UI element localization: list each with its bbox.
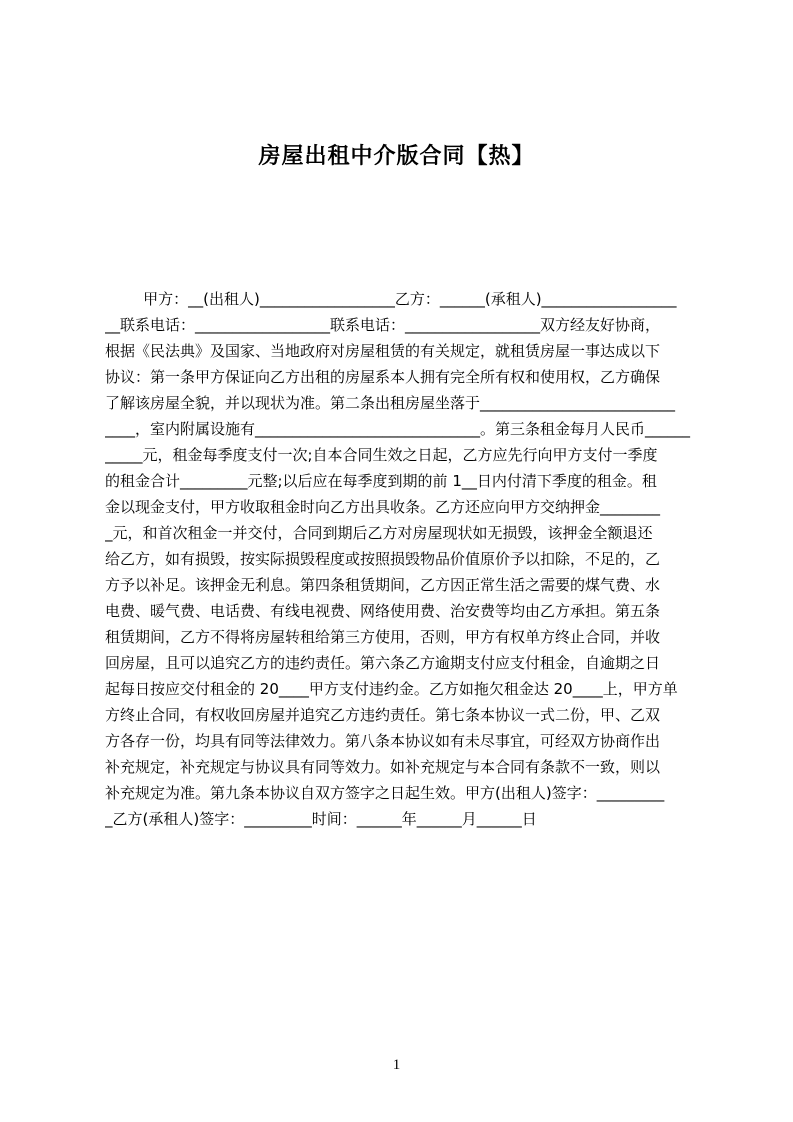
body-line: 协议：第一条甲方保证向乙方出租的房屋系本人拥有完全所有权和使用权，乙方确保 <box>105 368 661 386</box>
body-line: 了解该房屋全貌，并以现状为准。第二条出租房屋坐落于__________________________ <box>105 394 676 412</box>
body-line: 方终止合同，有权收回房屋并追究乙方违约责任。第七条本协议一式二份，甲、乙双 <box>105 706 661 724</box>
contract-body <box>105 286 698 832</box>
body-line: 电费、暖气费、电话费、有线电视费、网络使用费、治安费等均由乙方承担。第五条 <box>105 602 661 620</box>
body-line: 根据《民法典》及国家、当地政府对房屋租赁的有关规定，就租赁房屋一事达成以下 <box>105 342 661 360</box>
body-line: 的租金合计_________元整;以后应在每季度到期的前 1__日内付清下季度的租金。租 <box>105 472 657 490</box>
body-line: 回房屋，且可以追究乙方的违约责任。第六条乙方逾期支付应支付租金，自逾期之日 <box>105 654 661 672</box>
document-title: 房屋出租中介版合同【热】 <box>258 144 535 169</box>
body-line: 补充规定为准。第九条本协议自双方签字之日起生效。甲方(出租人)签字：_________ <box>105 784 665 802</box>
body-line: 给乙方，如有损毁，按实际损毁程度或按照损毁物品价值原价予以扣除，不足的，乙 <box>105 550 661 568</box>
body-line: _____元，租金每季度支付一次;自本合同生效之日起，乙方应先行向甲方支付一季度 <box>105 446 658 464</box>
body-line: 起每日按应交付租金的 20____甲方支付违约金。乙方如拖欠租金达 20____上，甲方单 <box>105 680 678 698</box>
body-line: _乙方(承租人)签字：_________时间：______年______月______日 <box>105 810 537 828</box>
body-line: ____，室内附属设施有______________________________。第三条租金每月人民币______ <box>105 420 691 438</box>
body-line: __联系电话：__________________联系电话：__________________双方经友好协商， <box>105 316 661 334</box>
body-line: 方予以补足。该押金无利息。第四条租赁期间，乙方因正常生活之需要的煤气费、水 <box>105 576 661 594</box>
body-line: 金以现金支付，甲方收取租金时向乙方出具收条。乙方还应向甲方交纳押金________ <box>105 498 661 516</box>
body-line: 甲方：__(出租人)__________________乙方：______(承租人)__________________ <box>105 290 677 308</box>
body-line: 租赁期间，乙方不得将房屋转租给第三方使用，否则，甲方有权单方终止合同，并收 <box>105 628 661 646</box>
body-line: _元，和首次租金一并交付，合同到期后乙方对房屋现状如无损毁，该押金全额退还 <box>105 524 653 542</box>
body-line: 补充规定，补充规定与协议具有同等效力。如补充规定与本合同有条款不一致，则以 <box>105 758 661 776</box>
page-number: 1 <box>392 1057 401 1073</box>
body-line: 方各存一份，均具有同等法律效力。第八条本协议如有未尽事宜，可经双方协商作出 <box>105 732 661 750</box>
